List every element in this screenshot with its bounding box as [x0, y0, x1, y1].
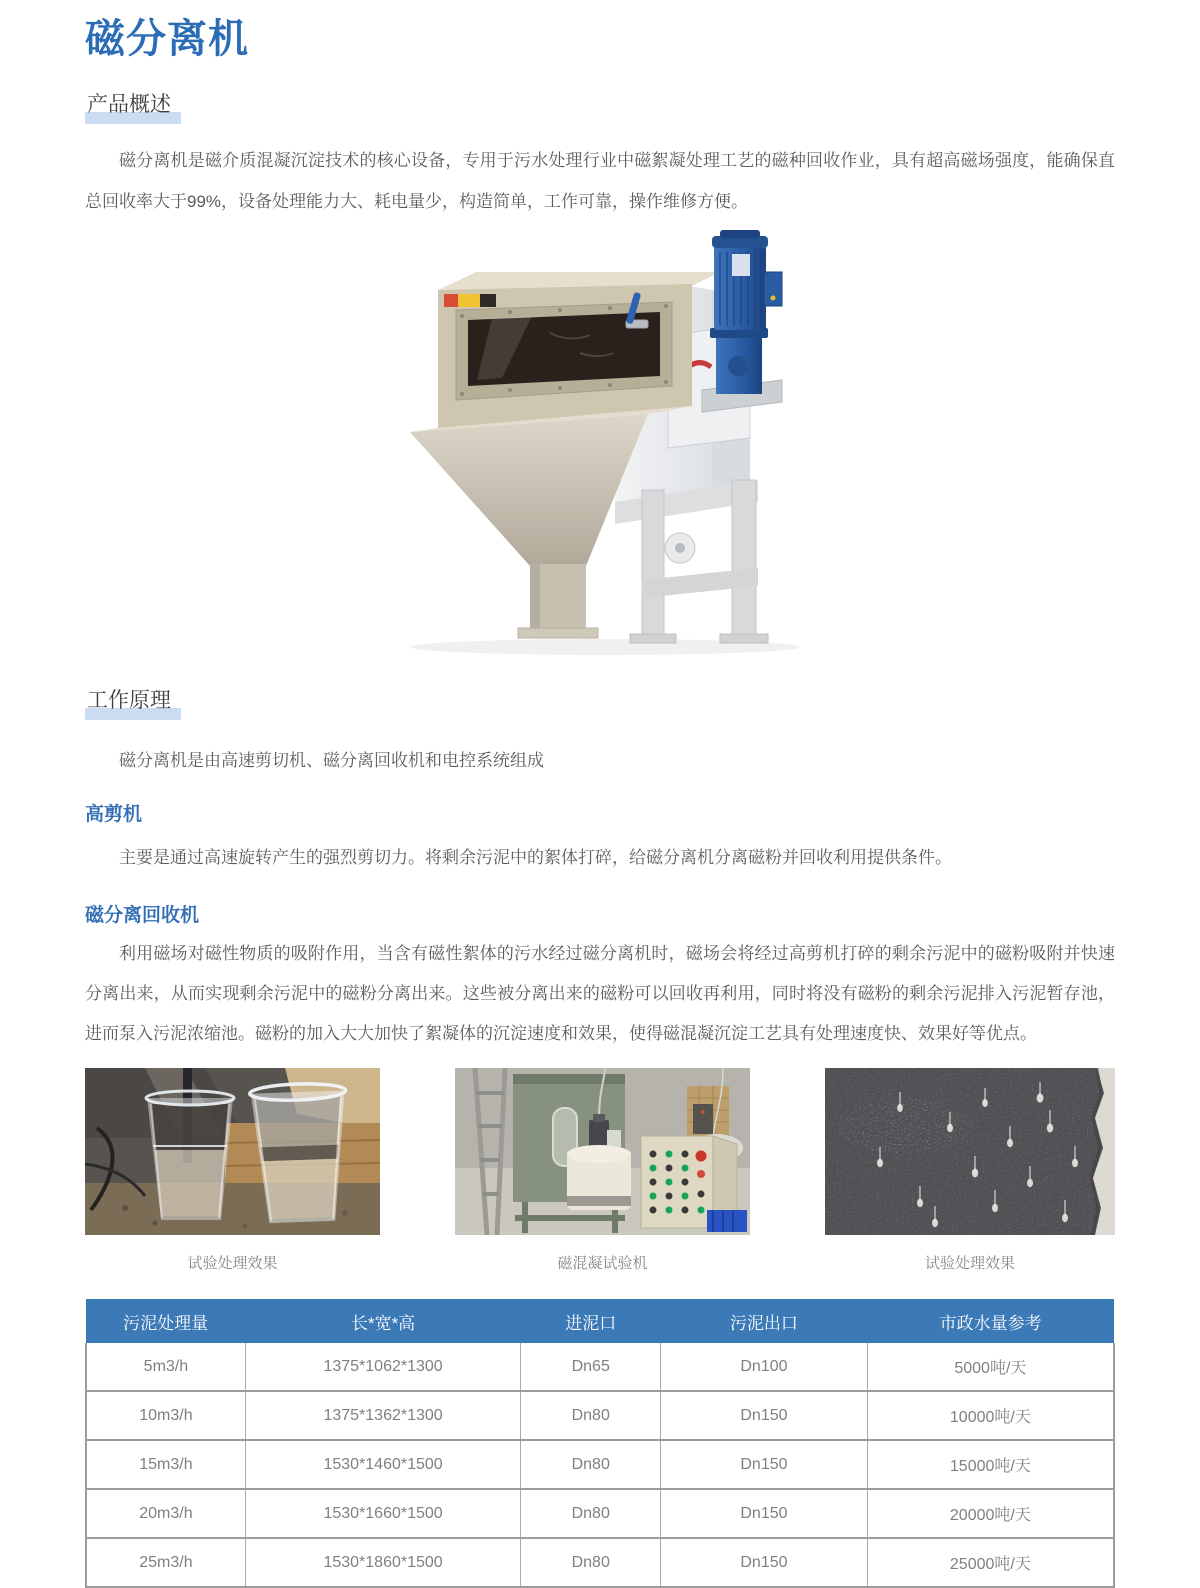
product-photo-magnetic-separator [380, 228, 820, 658]
cell-reference: 15000吨/天 [867, 1440, 1114, 1489]
table-row [86, 1489, 1114, 1538]
photo-coagulation-test-machine [455, 1068, 750, 1235]
cell-dimensions: 1375*1362*1300 [245, 1391, 521, 1440]
gallery-item [825, 1068, 1115, 1273]
gallery [85, 1068, 1115, 1273]
recovery-machine-paragraph: 利用磁场对磁性物质的吸附作用，当含有磁性絮体的污水经过磁分离机时，磁场会将经过高剪机打碎的剩余污泥中的磁粉吸附并快速分离出来，从而实现剩余污泥中的磁粉分离出来。这些被分离出来的磁粉可以回收再利用，同时将没有磁粉的剩余污泥排入污泥暂存池，进而泵入污泥浓缩池。磁粉的加入大大加快了絮凝体的沉淀速度和效果，使得磁混凝沉淀工艺具有处理速度快、效果好等优点。 [85, 944, 1115, 1043]
cell-capacity: 20m3/h [86, 1489, 245, 1538]
principle-intro: 磁分离机是由高速剪切机、磁分离回收机和电控系统组成 [119, 751, 544, 770]
cell-inlet: Dn80 [521, 1440, 661, 1489]
cell-inlet: Dn80 [521, 1489, 661, 1538]
col-header-capacity: 污泥处理量 [86, 1299, 245, 1343]
overview-heading: 产品概述 [85, 92, 181, 124]
photo-test-result-cups [85, 1068, 380, 1235]
cell-reference: 25000吨/天 [867, 1538, 1114, 1587]
cell-outlet: Dn150 [661, 1440, 868, 1489]
subheading-recovery-machine: 磁分离回收机 [85, 905, 200, 926]
cell-reference: 10000吨/天 [867, 1391, 1114, 1440]
cell-dimensions: 1375*1062*1300 [245, 1343, 521, 1391]
machine-illustration [380, 228, 820, 658]
cell-capacity: 5m3/h [86, 1343, 245, 1391]
spec-table-header-row [86, 1299, 1114, 1343]
section-principle [85, 658, 1115, 1054]
cell-inlet: Dn65 [521, 1343, 661, 1391]
shear-machine-paragraph: 主要是通过高速旋转产生的强烈剪切力。将剩余污泥中的絮体打碎，给磁分离机分离磁粉并回收利用提供条件。 [119, 848, 952, 867]
cell-outlet: Dn150 [661, 1489, 868, 1538]
table-row [86, 1343, 1114, 1391]
cell-outlet: Dn150 [661, 1538, 868, 1587]
col-header-inlet: 进泥口 [521, 1299, 661, 1343]
section-overview [85, 62, 1115, 222]
cell-reference: 20000吨/天 [867, 1489, 1114, 1538]
gallery-item [85, 1068, 380, 1273]
table-row [86, 1538, 1114, 1587]
cell-capacity: 10m3/h [86, 1391, 245, 1440]
table-row [86, 1440, 1114, 1489]
gallery-caption: 磁混凝试验机 [557, 1255, 648, 1272]
spec-table [85, 1299, 1115, 1588]
col-header-dimensions: 长*宽*高 [245, 1299, 521, 1343]
cell-dimensions: 1530*1860*1500 [245, 1538, 521, 1587]
photo-sludge-texture [825, 1068, 1115, 1235]
gallery-caption: 试验处理效果 [187, 1255, 278, 1272]
subheading-shear-machine: 高剪机 [85, 804, 143, 825]
col-header-reference: 市政水量参考 [867, 1299, 1114, 1343]
cell-outlet: Dn150 [661, 1391, 868, 1440]
cell-outlet: Dn100 [661, 1343, 868, 1391]
cell-dimensions: 1530*1460*1500 [245, 1440, 521, 1489]
cell-inlet: Dn80 [521, 1391, 661, 1440]
cell-reference: 5000吨/天 [867, 1343, 1114, 1391]
gallery-caption: 试验处理效果 [924, 1255, 1015, 1272]
col-header-outlet: 污泥出口 [661, 1299, 868, 1343]
cell-capacity: 15m3/h [86, 1440, 245, 1489]
table-row [86, 1391, 1114, 1440]
page-title: 磁分离机 [85, 17, 249, 61]
cell-inlet: Dn80 [521, 1538, 661, 1587]
overview-paragraph: 磁分离机是磁介质混凝沉淀技术的核心设备，专用于污水处理行业中磁絮凝处理工艺的磁种回收作业，具有超高磁场强度，能确保直总回收率大于99%，设备处理能力大、耗电量少，构造简单，工作可靠，操作维修方便。 [85, 151, 1115, 211]
cell-dimensions: 1530*1660*1500 [245, 1489, 521, 1538]
cell-capacity: 25m3/h [86, 1538, 245, 1587]
principle-heading: 工作原理 [85, 688, 181, 720]
gallery-item [455, 1068, 750, 1273]
